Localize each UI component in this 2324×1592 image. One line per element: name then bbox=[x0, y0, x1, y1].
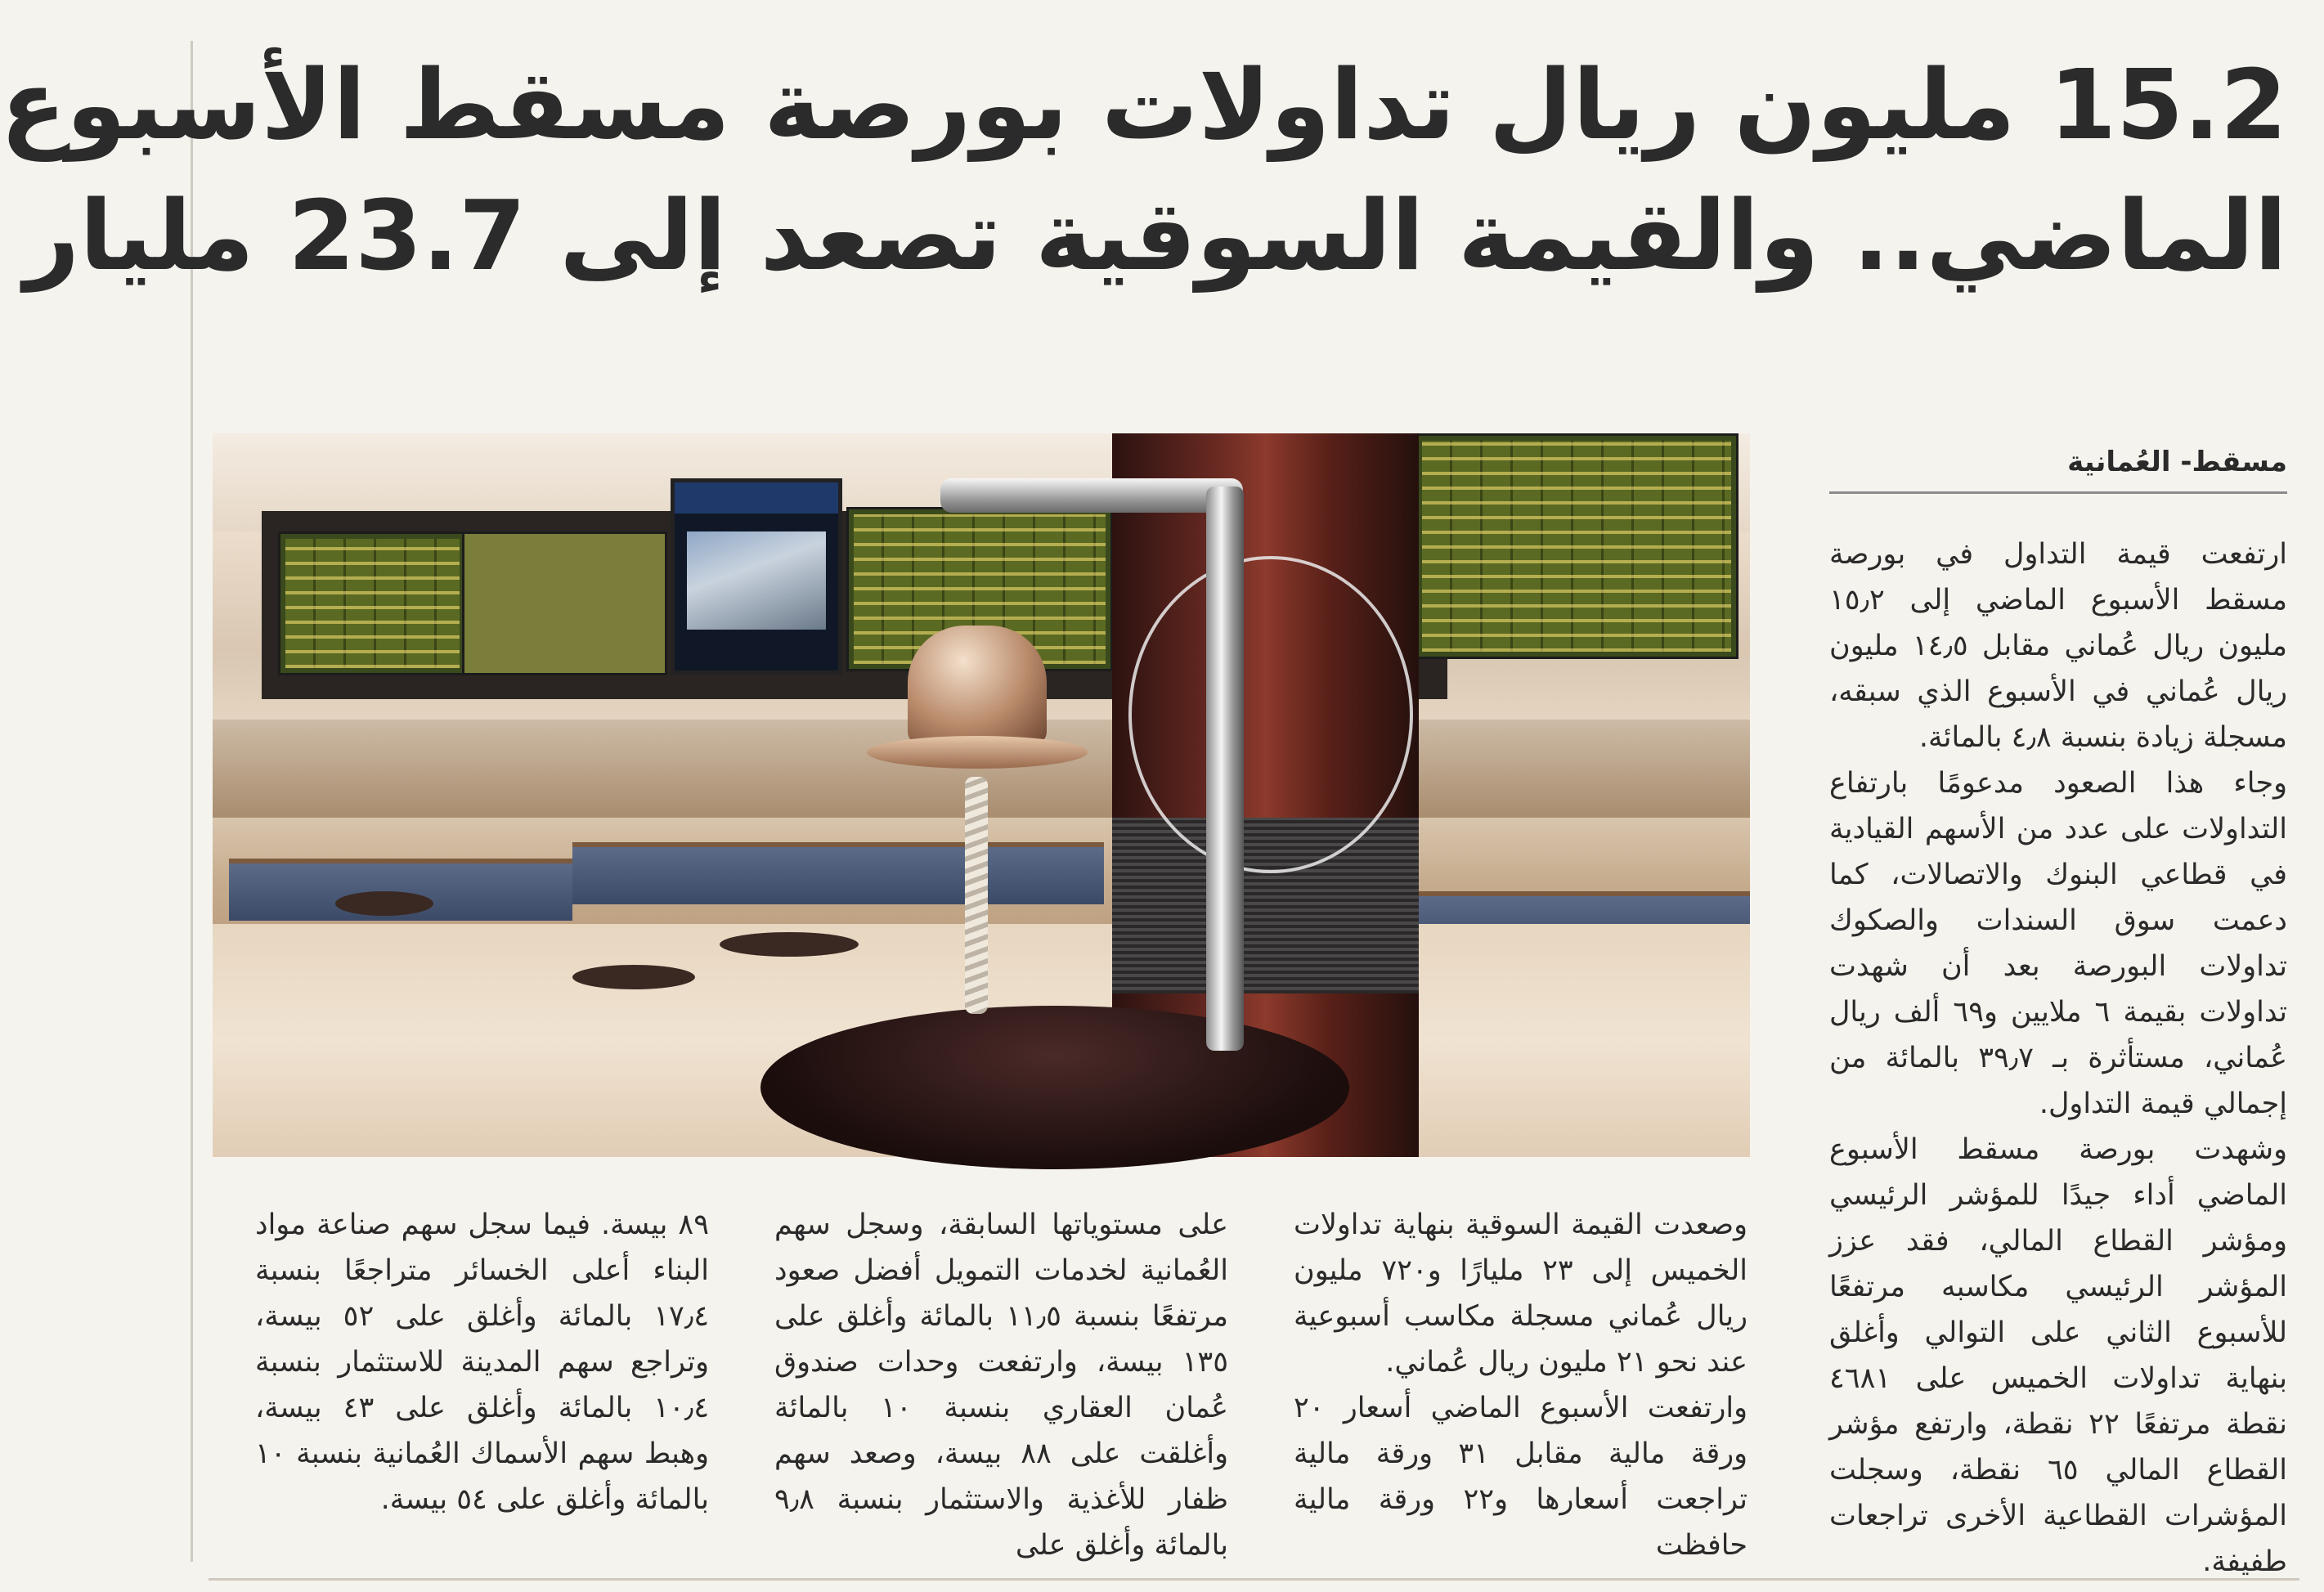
seating-center bbox=[572, 842, 1104, 904]
paragraph: وشهدت بورصة مسقط الأسبوع الماضي أداء جيدًا للمؤشر الرئيسي ومؤشر القطاع المالي، فقد عزز المؤشر الرئيسي مكاسبه مرتفعًا للأسبوع الثاني على التوالي وأغلق بنهاية تداولات الخميس على ٤٦٨١ نقطة مرتفعًا ٢٢ نقطة، وارتفع مؤشر القطاع المالي ٦٥ نقطة، وسجلت المؤشرات القطاعية الأخرى تراجعات طفيفة. bbox=[1829, 1133, 2287, 1578]
paragraph: ٨٩ بيسة. فيما سجل سهم صناعة مواد البناء أعلى الخسائر متراجعًا بنسبة ١٧٫٤ بالمائة وأغلق على ٥٢ بيسة، وتراجع سهم المدينة للاستثمار بنسبة ١٠٫٤ بالمائة وأغلق على ٤٣ بيسة، وهبط سهم الأسماك العُمانية بنسبة ١٠ بالمائة وأغلق على ٥٤ بيسة. bbox=[255, 1209, 710, 1516]
article-column-1 bbox=[1829, 531, 2287, 1585]
paragraph: وجاء هذا الصعود مدعومًا بارتفاع التداولات على عدد من الأسهم القيادية في قطاعي البنوك والاتصالات، كما دعمت سوق السندات والصكوك تداولات البورصة بعد أن شهدت تداولات بقيمة ٦ ملايين و٦٩ ألف ريال عُماني، مستأثرة بـ ٣٩٫٧ بالمائة من إجمالي قيمة التداول. bbox=[1829, 767, 2288, 1120]
headline bbox=[0, 39, 2287, 301]
small-table bbox=[335, 891, 433, 916]
ticker-board-left bbox=[278, 531, 467, 675]
trading-floor-photo bbox=[213, 433, 1750, 1157]
article-column-2 bbox=[1294, 1202, 1747, 1568]
article-column-3 bbox=[774, 1202, 1228, 1568]
small-table bbox=[572, 965, 695, 989]
decorative-wire bbox=[1128, 556, 1413, 873]
headline-line-2: الماضي.. والقيمة السوقية تصعد إلى 23.7 مليار bbox=[24, 179, 2287, 292]
paragraph: على مستوياتها السابقة، وسجل سهم العُمانية لخدمات التمويل أفضل صعود مرتفعًا بنسبة ١١٫٥ بالمائة وأغلق على ١٣٥ بيسة، وارتفعت وحدات صندوق عُمان العقاري بنسبة ١٠ بالمائة وأغلقت على ٨٨ بيسة، وصعد سهم ظفار للأغذية والاستثمار بنسبة ٩٫٨ بالمائة وأغلق على bbox=[774, 1209, 1229, 1562]
ticker-board-right bbox=[1415, 433, 1739, 659]
paragraph: وارتفعت الأسبوع الماضي أسعار ٢٠ ورقة مالية مقابل ٣١ ورقة مالية تراجعت أسعارها و٢٢ ورقة مالية حافظت bbox=[1294, 1392, 1748, 1562]
trading-bell bbox=[908, 626, 1047, 744]
byline: مسقط- العُمانية bbox=[1829, 446, 2287, 494]
page-bottom-rule bbox=[209, 1578, 2299, 1581]
small-table bbox=[720, 932, 859, 957]
bell-rope bbox=[965, 777, 988, 1014]
paragraph: ارتفعت قيمة التداول في بورصة مسقط الأسبوع الماضي إلى ١٥٫٢ مليون ريال عُماني مقابل ١٤٫٥ مليون ريال عُماني في الأسبوع الذي سبقه، مسجلة زيادة بنسبة ٤٫٨ بالمائة. bbox=[1829, 538, 2288, 754]
article-column-4 bbox=[255, 1202, 709, 1522]
trading-bell-lip bbox=[867, 736, 1088, 769]
bell-pedestal bbox=[760, 1006, 1349, 1169]
tv-screen bbox=[671, 478, 842, 675]
headline-line-1: 15.2 مليون ريال تداولات بورصة مسقط الأسبوع bbox=[0, 48, 2287, 161]
bell-stand-pole bbox=[1206, 487, 1244, 1051]
index-chart-board bbox=[462, 531, 667, 675]
bell-stand-arm bbox=[940, 478, 1243, 513]
paragraph: وصعدت القيمة السوقية بنهاية تداولات الخميس إلى ٢٣ مليارًا و٧٢٠ مليون ريال عُماني مسجلة مكاسب أسبوعية عند نحو ٢١ مليون ريال عُماني. bbox=[1294, 1209, 1747, 1379]
